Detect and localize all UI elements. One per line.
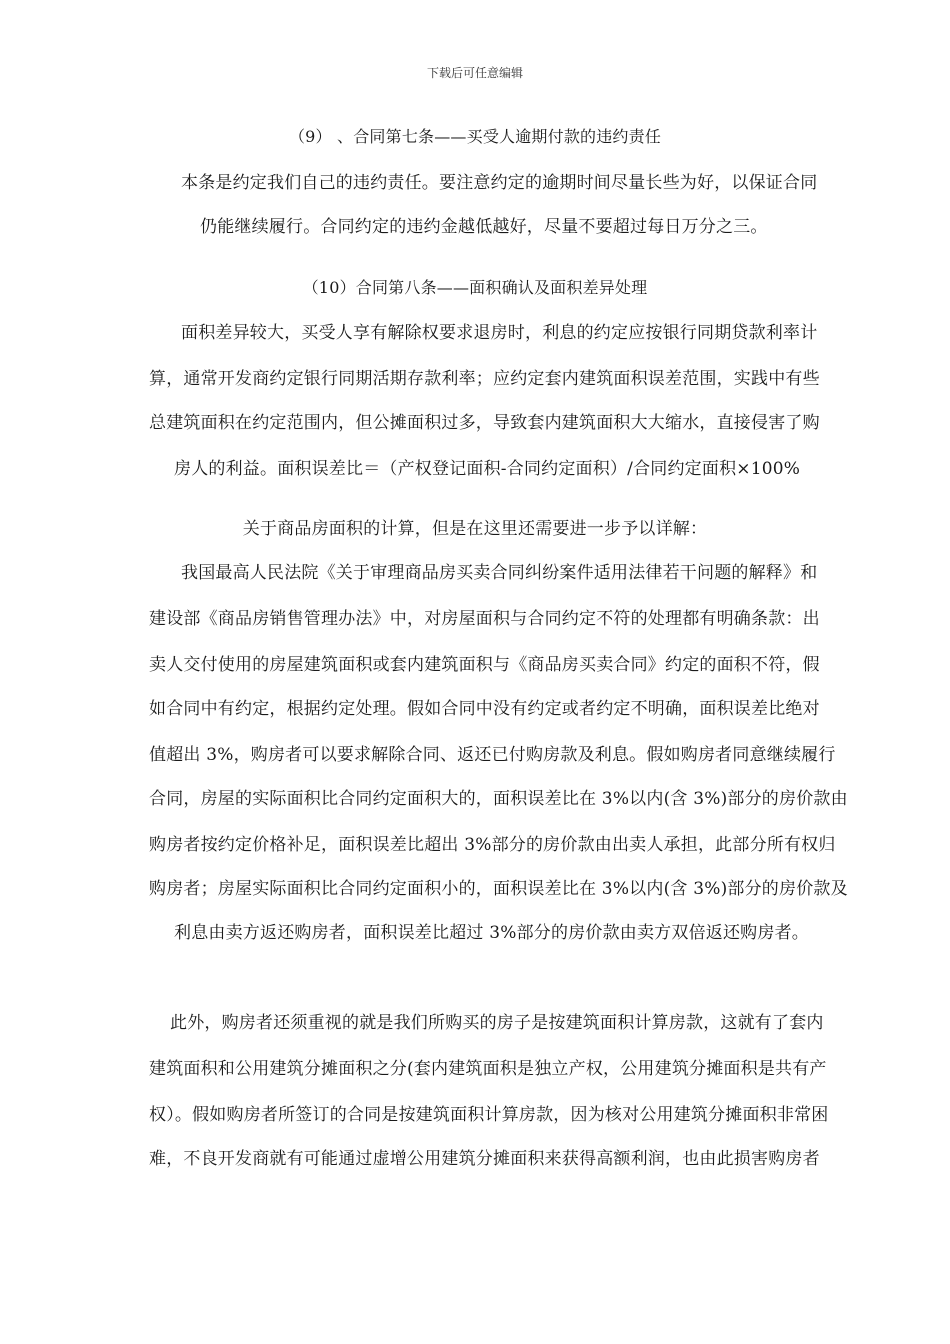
intro-line: 关于商品房面积的计算，但是在这里还需要进一步予以详解： xyxy=(242,519,708,539)
paragraph-line: 建设部《商品房销售管理办法》中，对房屋面积与合同约定不符的处理都有明确条款：出 xyxy=(149,609,820,629)
section-9-heading: （9） 、合同第七条——买受人逾期付款的违约责任 xyxy=(288,127,662,146)
paragraph-line: 权）。假如购房者所签订的合同是按建筑面积计算房款，因为核对公用建筑分摊面积非常困 xyxy=(149,1105,829,1125)
paragraph-line: 本条是约定我们自己的违约责任。要注意约定的逾期时间尽量长些为好，以保证合同 xyxy=(181,173,818,193)
section-10-heading: （10）合同第八条——面积确认及面积差异处理 xyxy=(302,278,648,297)
paragraph-line: 购房者按约定价格补足，面积误差比超出 3%部分的房价款由出卖人承担，此部分所有权归 xyxy=(149,835,836,855)
paragraph-line: 房人的利益。面积误差比＝（产权登记面积-合同约定面积）/合同约定面积×100% xyxy=(174,459,801,479)
paragraph-line: 卖人交付使用的房屋建筑面积或套内建筑面积与《商品房买卖合同》约定的面积不符，假 xyxy=(149,655,820,675)
paragraph-line: 我国最高人民法院《关于审理商品房买卖合同纠纷案件适用法律若干问题的解释》和 xyxy=(181,563,818,583)
download-note: 下载后可任意编辑 xyxy=(426,66,523,80)
paragraph-line: 建筑面积和公用建筑分摊面积之分(套内建筑面积是独立产权，公用建筑分摊面积是共有产 xyxy=(149,1059,827,1079)
paragraph-line: 难，不良开发商就有可能通过虚增公用建筑分摊面积来获得高额利润，也由此损害购房者 xyxy=(149,1149,820,1169)
paragraph-line: 如合同中有约定，根据约定处理。假如合同中没有约定或者约定不明确，面积误差比绝对 xyxy=(149,699,820,719)
paragraph-line: 面积差异较大，买受人享有解除权要求退房时，利息的约定应按银行同期贷款利率计 xyxy=(181,323,818,343)
paragraph-line: 购房者；房屋实际面积比合同约定面积小的，面积误差比在 3%以内(含 3%)部分的房价款及 xyxy=(149,879,848,899)
paragraph-line: 算，通常开发商约定银行同期活期存款利率；应约定套内建筑面积误差范围，实践中有些 xyxy=(149,369,820,389)
paragraph-line: 合同，房屋的实际面积比合同约定面积大的，面积误差比在 3%以内(含 3%)部分的房价款由 xyxy=(149,789,848,809)
paragraph-line: 仍能继续履行。合同约定的违约金越低越好，尽量不要超过每日万分之三。 xyxy=(200,217,768,237)
paragraph-line: 此外，购房者还须重视的就是我们所购买的房子是按建筑面积计算房款，这就有了套内 xyxy=(170,1013,824,1033)
paragraph-line: 利息由卖方返还购房者，面积误差比超过 3%部分的房价款由卖方双倍返还购房者。 xyxy=(174,923,809,943)
paragraph-line: 总建筑面积在约定范围内，但公摊面积过多，导致套内建筑面积大大缩水，直接侵害了购 xyxy=(149,413,820,433)
paragraph-line: 值超出 3%，购房者可以要求解除合同、返还已付购房款及利息。假如购房者同意继续履行 xyxy=(149,745,836,765)
